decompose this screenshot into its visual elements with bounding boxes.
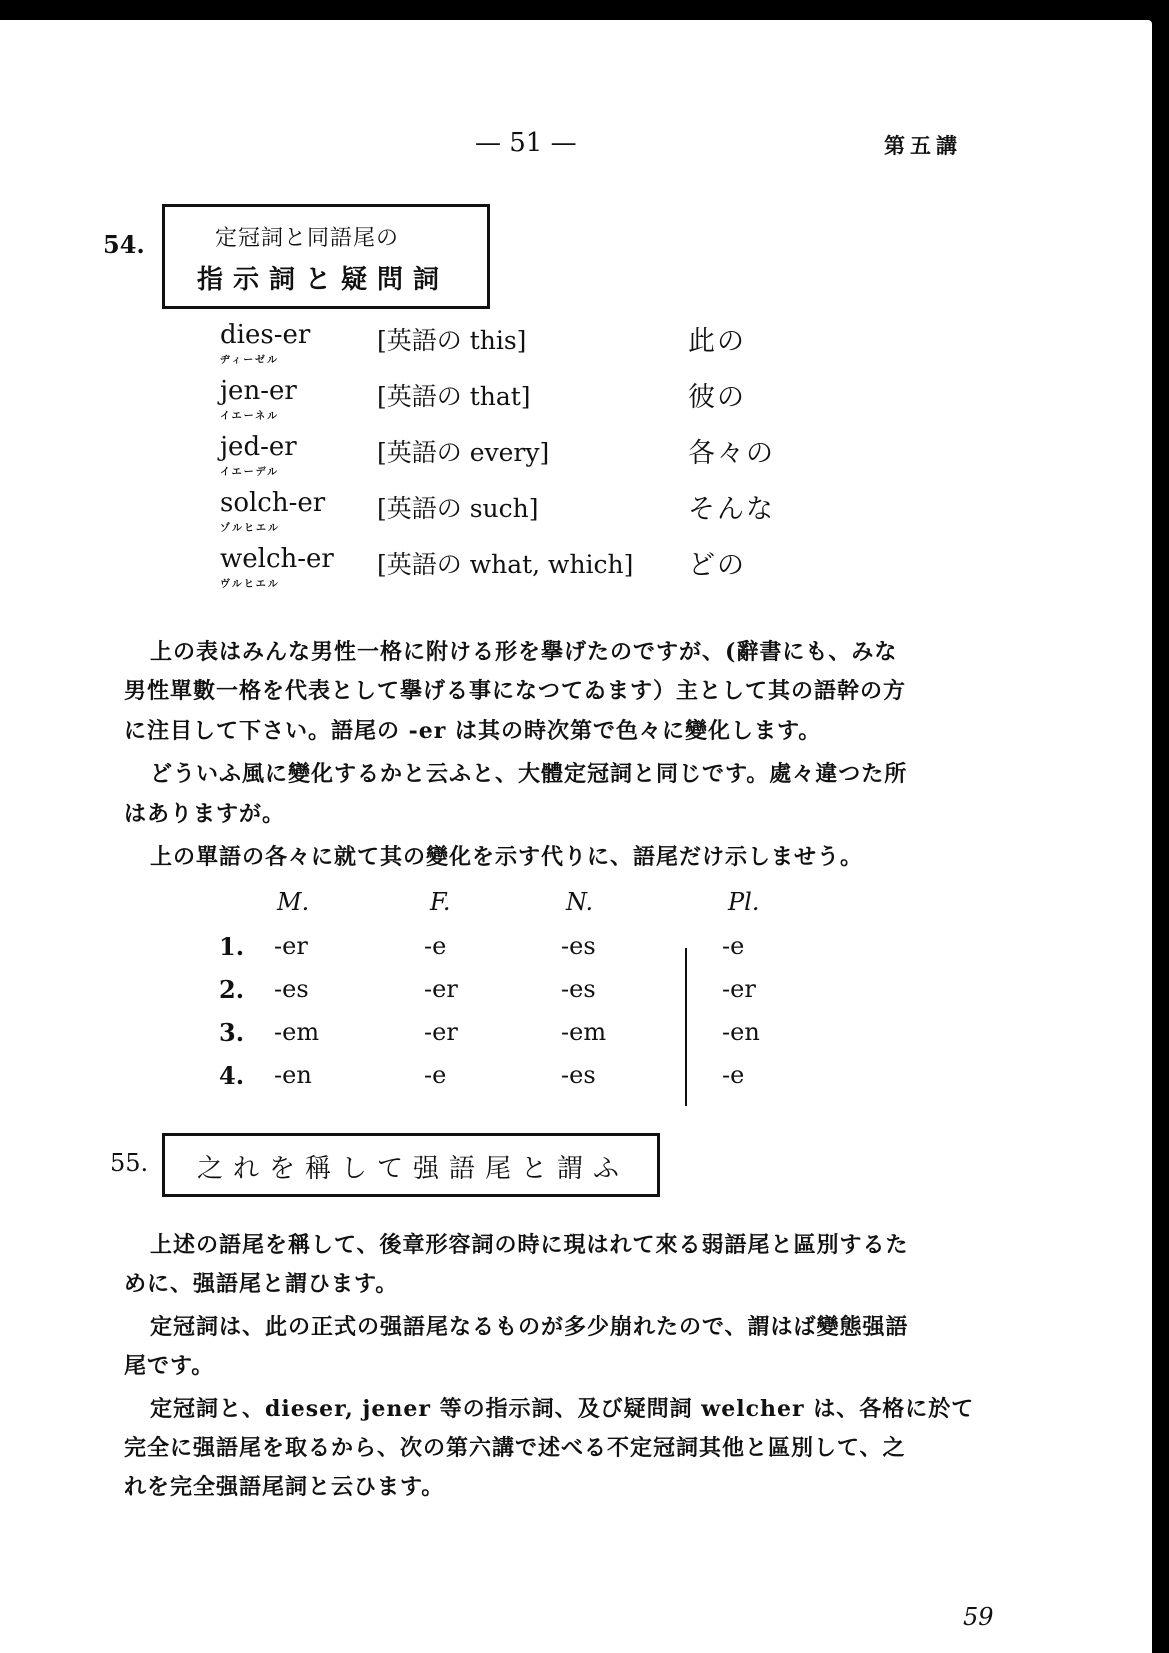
table-cell: -em — [561, 1018, 607, 1046]
word-entry-reading: ヴルヒエル — [220, 579, 280, 590]
table-row-number: 4. — [219, 1061, 245, 1090]
section-54-title-line1: 定冠詞と同語尾の — [215, 226, 400, 251]
table-cell: -er — [274, 932, 308, 960]
table-row-number: 1. — [219, 932, 245, 961]
table-cell: -e — [722, 1061, 745, 1089]
table-cell: -er — [424, 975, 458, 1003]
word-entry-meaning: 各々の — [688, 438, 775, 469]
table-cell: -e — [424, 932, 447, 960]
table-cell: -er — [424, 1018, 458, 1046]
table-cell: -en — [722, 1018, 760, 1046]
section-number-54: 54. — [103, 230, 145, 259]
paragraph-line: れを完全强語尾詞と云ひます。 — [124, 1474, 445, 1500]
word-entry-meaning: そんな — [688, 494, 775, 525]
paragraph-line: 定冠詞と、dieser, jener 等の指示詞、及び疑問詞 welcher は、各格に於て — [150, 1396, 975, 1422]
section-55-title-box — [162, 1133, 660, 1197]
table-cell: -es — [561, 975, 596, 1003]
word-entry-meaning: 彼の — [688, 382, 746, 413]
section-54-title-box — [162, 204, 490, 309]
paragraph-line: めに、强語尾と謂ひます。 — [124, 1271, 399, 1297]
paragraph-line: はありますが。 — [124, 801, 286, 827]
paragraph-line: どういふ風に變化するかと云ふと、大體定冠詞と同じです。處々違つた所 — [150, 761, 908, 787]
table-header-feminine: F. — [430, 888, 451, 916]
word-entry-reading: イエーデル — [220, 467, 280, 478]
paragraph-line: 男性單數一格を代表として擧げる事になつてゐます）主として其の語幹の方 — [124, 678, 907, 704]
word-entry-english: [英語の this] — [377, 326, 527, 355]
word-entry-word: jen-er — [220, 376, 297, 406]
word-entry-reading: イエーネル — [220, 411, 280, 422]
table-cell: -es — [561, 1061, 596, 1089]
table-header-plural: Pl. — [728, 888, 760, 916]
section-55-title: 之れを稱して强語尾と謂ふ — [197, 1154, 630, 1184]
word-entry-english: [英語の every] — [377, 438, 550, 467]
book-page — [0, 20, 1152, 1653]
word-entry-english: [英語の what, which] — [377, 550, 634, 579]
word-entry-word: solch-er — [220, 488, 326, 518]
word-entry-word: dies-er — [220, 320, 311, 350]
word-entry-meaning: どの — [688, 550, 746, 581]
paragraph-line: に注目して下さい。語尾の -er は其の時次第で色々に變化します。 — [124, 718, 822, 744]
table-row-number: 3. — [219, 1018, 245, 1047]
page-number: — 51 — — [475, 128, 577, 158]
chapter-title: 第五講 — [884, 133, 962, 158]
table-cell: -en — [274, 1061, 312, 1089]
table-divider — [685, 948, 687, 1106]
word-entry-english: [英語の that] — [377, 382, 531, 411]
paragraph-line: 上述の語尾を稱して、後章形容詞の時に現はれて來る弱語尾と區別するた — [150, 1232, 909, 1258]
word-entry-reading: ヂィーゼル — [220, 355, 279, 366]
paragraph-line: 尾です。 — [124, 1353, 215, 1379]
section-54-title-line2: 指示詞と疑問詞 — [197, 265, 450, 295]
paragraph-line: 上の表はみんな男性一格に附ける形を擧げたのですが、(辭書にも、みな — [150, 639, 898, 665]
table-row-number: 2. — [219, 975, 245, 1004]
paragraph-line: 定冠詞は、此の正式の强語尾なるものが多少崩れたので、謂はば變態强語 — [150, 1314, 909, 1340]
table-header-neuter: N. — [566, 888, 594, 916]
folio-page-number: 59 — [963, 1603, 994, 1631]
table-cell: -es — [561, 932, 596, 960]
paragraph-line: 完全に强語尾を取るから、次の第六講で述べる不定冠詞其他と區別して、之 — [124, 1435, 906, 1461]
word-entry-english: [英語の such] — [377, 494, 539, 523]
table-cell: -e — [424, 1061, 447, 1089]
paragraph-line: 上の單語の各々に就て其の變化を示す代りに、語尾だけ示しませう。 — [150, 844, 864, 870]
table-cell: -em — [274, 1018, 320, 1046]
table-cell: -es — [274, 975, 309, 1003]
table-cell: -e — [722, 932, 745, 960]
word-entry-reading: ゾルヒエル — [220, 523, 280, 534]
section-number-55: 55. — [110, 1149, 149, 1177]
word-entry-word: jed-er — [220, 432, 297, 462]
word-entry-meaning: 此の — [688, 326, 746, 357]
table-cell: -er — [722, 975, 756, 1003]
table-header-masculine: M. — [277, 888, 310, 916]
word-entry-word: welch-er — [220, 544, 334, 574]
